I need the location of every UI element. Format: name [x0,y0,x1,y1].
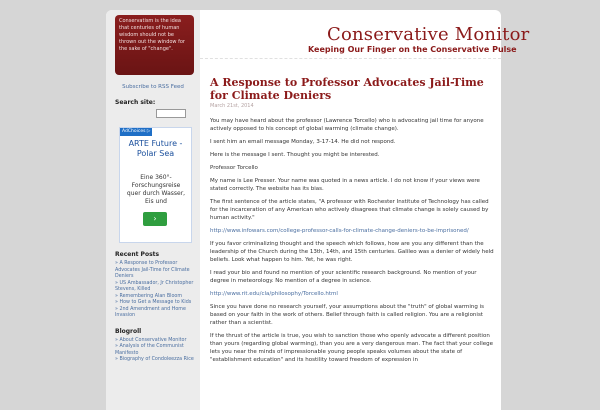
rit-link[interactable]: http://www.rit.edu/cla/philosophy/Torcello.html [210,291,338,297]
ad-body: Eine 360°-Forschungsreise quer durch Wasser, Eis und [126,174,186,205]
search-input[interactable] [156,109,186,118]
recent-posts-heading: Recent Posts [115,251,160,258]
post-paragraph: I read your bio and found no mention of your scientific research background. No mention of your degree in meteorology. No mention of a degree in science. [210,270,477,284]
advertisement[interactable] [119,127,192,243]
list-item[interactable]: » Analysis of the Communist Manifesto [115,344,184,356]
post-paragraph: Professor Torcello [210,165,258,171]
list-item[interactable]: » Remembering Alan Bloom [115,293,183,299]
list-item[interactable]: » A Response to Professor Advocates Jail-Time for Climate Deniers [115,261,190,279]
list-item[interactable]: » Biography of Condoleezza Rice [115,357,194,362]
list-item[interactable]: » About Conservative Monitor [115,337,187,343]
post-paragraph: If you favor criminalizing thought and the speech which follows, how are you any different than the leadership of the Church during the 13th, 14th, and 15th centuries. Galileo was a denier of widely held beliefs. Look what happen to him. Yet, he was right. [210,241,494,263]
recent-posts [115,251,200,320]
rss-link[interactable]: Subscribe to RSS Feed [122,84,184,90]
site-tagline: Keeping Our Finger on the Conservative Pulse [308,45,517,54]
post-paragraph: You may have heard about the professor (Lawrence Torcello) who is advocating jail time for anyone actively opposed to his concept of global warming (climate change). [210,118,484,132]
adchoices-label[interactable]: AdChoices ▷ [122,129,151,134]
sidebar-quote: Conservatism is the idea that centuries of human wisdom should not be thrown out the window for the sake of "change". [115,15,194,75]
post-paragraph: If the thrust of the article is true, you wish to sanction those who openly advocate a different position than yours (regarding global warming), than you are a very dangerous man. The fact that your college lets you near the minds of impressionable young people speaks volumes about the state of "establishment education" and its hostility toward freedom of expression in [210,333,493,363]
sidebar [106,10,200,410]
post-title[interactable]: A Response to Professor Advocates Jail-Time for Climate Deniers [210,76,484,102]
post-paragraph: The first sentence of the article states, "A professor with Rochester Institute of Technology has called for the incarceration of any American who actively disagrees that climate change is solely caused by human activity." [210,199,489,221]
list-item[interactable]: » How to Get a Message to Kids [115,300,192,305]
post-paragraph: I sent him an email message Monday, 3-17-14. He did not respond. [210,139,396,145]
blogroll-heading: Blogroll [115,327,142,335]
list-item[interactable]: » 2nd Amendment and Home Invasion [115,306,186,318]
infowars-link[interactable]: http://www.infowars.com/college-professor-calls-for-climate-change-deniers-to-be-imprisoned/ [210,228,469,234]
site-title[interactable]: Conservative Monitor [327,24,530,45]
header-divider [200,58,501,59]
search-label: Search site: [115,99,156,106]
list-item[interactable]: » US Ambassador, Jr Christopher Stevens, Killed [115,280,194,292]
post-date: March 21st, 2014 [210,103,254,109]
ad-arrow-button[interactable]: › [143,212,167,226]
post [210,76,494,369]
ad-title[interactable]: ARTE Future - Polar Sea [128,139,183,158]
blogroll [115,328,200,364]
post-paragraph: My name is Lee Presser. Your name was quoted in a news article. I do not know if your views were stated correctly. The website has its bias. [210,178,480,192]
post-paragraph: Since you have done no research yourself, your assumptions about the "truth" of global warming is based on your faith in the work of others. Belief through faith is called religion. You are a religionist rather than a scientist. [210,304,485,326]
post-paragraph: Here is the message I sent. Thought you might be interested. [210,152,380,158]
